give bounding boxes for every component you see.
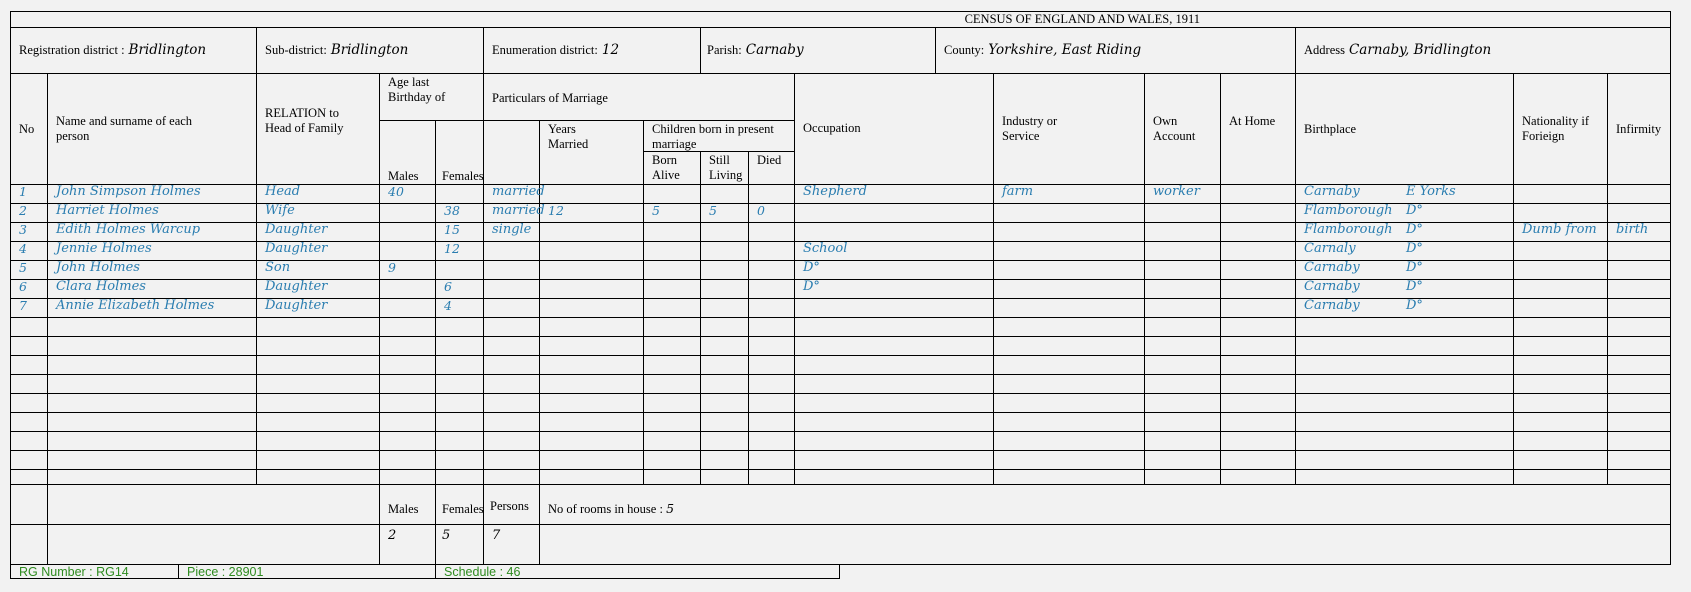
row-birth-town: Flamborough [1304,222,1393,237]
row-years-married [540,277,643,296]
row-born-alive [644,220,700,239]
row-relation: Daughter [265,241,328,256]
rg-number: RG Number : RG14 [19,565,129,579]
col-own-account: Own Account [1153,114,1196,143]
row-born-alive [644,182,700,201]
row-infirmity: birth [1616,222,1649,237]
row-age-male [380,296,435,315]
row-born-alive [644,296,700,315]
row-at-home [1221,239,1295,258]
row-own-account [1145,220,1220,239]
row-still-living: 5 [709,203,717,218]
row-birth-county: E Yorks [1406,184,1456,199]
row-industry [994,277,1144,296]
row-born-alive [644,277,700,296]
row-at-home [1221,258,1295,277]
row-own-account [1145,239,1220,258]
row-infirmity [1608,201,1670,220]
row-occupation: D° [803,260,820,275]
row-birth-county: D° [1406,298,1423,313]
row-infirmity [1608,277,1670,296]
row-age-female: 4 [444,298,452,313]
row-age-male: 40 [388,184,404,199]
row-age-female: 15 [444,222,460,237]
row-nationality [1514,296,1607,315]
row-nationality [1514,277,1607,296]
row-name: Annie Elizabeth Holmes [56,298,215,313]
row-birth-town: Flamborough [1304,203,1393,218]
registration-district [11,40,256,62]
row-occupation [795,296,993,315]
row-infirmity [1608,296,1670,315]
parish [701,40,935,62]
row-own-account [1145,277,1220,296]
rooms-in-house [540,500,940,518]
row-age-female: 38 [444,203,460,218]
row-name: Jennie Holmes [56,241,152,256]
sub-district-value: Bridlington [330,42,409,58]
row-nationality [1514,239,1607,258]
row-birth-town: Carnaby [1304,298,1360,313]
row-industry: farm [1002,184,1034,199]
row-birth-county: D° [1406,203,1423,218]
col-years-married: Years Married [548,122,589,151]
row-name: Edith Holmes Warcup [56,222,201,237]
row-own-account: worker [1153,184,1200,199]
row-birth-county: D° [1406,222,1423,237]
row-age-male [380,220,435,239]
row-relation: Daughter [265,298,328,313]
row-industry [994,220,1144,239]
row-still-living [701,220,748,239]
row-born-alive: 5 [652,203,660,218]
piece-number: Piece : 28901 [187,565,264,579]
row-years-married [540,258,643,277]
row-birth-county: D° [1406,260,1423,275]
col-at-home: At Home [1229,114,1276,128]
enumeration-district-label: Enumeration district: [492,43,598,57]
col-age: Age last Birthday of [388,75,446,104]
row-age-female [436,182,483,201]
row-own-account [1145,258,1220,277]
row-relation: Daughter [265,222,328,237]
county-label: County: [944,43,985,57]
row-occupation [795,220,993,239]
row-at-home [1221,182,1295,201]
row-age-male [380,201,435,220]
row-condition: married [492,184,545,199]
totals-females: 5 [442,528,451,543]
row-still-living [701,277,748,296]
row-died [749,296,794,315]
row-years-married [540,296,643,315]
row-died [749,220,794,239]
row-infirmity [1608,182,1670,201]
row-still-living [701,239,748,258]
row-own-account [1145,201,1220,220]
row-occupation: Shepherd [803,184,867,199]
row-born-alive [644,258,700,277]
col-no: No [19,122,35,136]
row-occupation: School [803,241,848,256]
row-occupation: D° [803,279,820,294]
address-value: Carnaby, Bridlington [1348,42,1492,58]
address [1296,40,1670,62]
col-still-living: Still Living [709,153,743,182]
county-value: Yorkshire, East Riding [988,42,1142,58]
row-relation: Wife [265,203,295,218]
row-died [749,239,794,258]
row-condition [484,258,539,277]
row-birth-county: D° [1406,241,1423,256]
census-title: CENSUS OF ENGLAND AND WALES, 1911 [964,12,1200,26]
row-died [749,258,794,277]
row-still-living [701,182,748,201]
row-died: 0 [757,203,765,218]
totals-persons: 7 [492,528,501,543]
row-nationality [1514,182,1607,201]
row-industry [994,296,1144,315]
row-years-married [540,182,643,201]
row-no: 6 [19,279,27,294]
row-condition: married [492,203,545,218]
row-industry [994,239,1144,258]
row-no: 1 [19,184,27,199]
row-infirmity [1608,239,1670,258]
row-born-alive [644,239,700,258]
row-nationality: Dumb from [1522,222,1597,237]
row-still-living [701,296,748,315]
row-age-female: 6 [444,279,452,294]
row-own-account [1145,296,1220,315]
row-no: 5 [19,260,27,275]
row-relation: Daughter [265,279,328,294]
row-condition: single [492,222,532,237]
row-at-home [1221,296,1295,315]
col-name: Name and surname of each person [56,114,193,143]
county [936,40,1295,62]
row-died [749,182,794,201]
row-birth-town: Carnaby [1304,279,1360,294]
row-condition [484,277,539,296]
row-birth-town: Carnaby [1304,260,1360,275]
row-industry [994,258,1144,277]
address-label: Address [1304,43,1345,57]
row-died [749,277,794,296]
row-name: John Simpson Holmes [56,184,201,199]
row-birth-county: D° [1406,279,1423,294]
col-died: Died [757,153,782,167]
col-marriage: Particulars of Marriage [492,91,608,105]
row-at-home [1221,277,1295,296]
parish-value: Carnaby [745,42,804,58]
row-at-home [1221,220,1295,239]
row-age-male: 9 [388,260,396,275]
row-infirmity [1608,258,1670,277]
row-relation: Son [265,260,291,275]
col-born-alive: Born Alive [652,153,680,182]
row-age-male [380,277,435,296]
registration-district-value: Bridlington [128,42,207,58]
row-still-living [701,258,748,277]
totals-persons-label: Persons [490,499,529,513]
row-at-home [1221,201,1295,220]
col-females: Females [442,169,484,183]
row-industry [994,201,1144,220]
row-nationality [1514,201,1607,220]
totals-males: 2 [388,528,397,543]
row-condition [484,239,539,258]
row-age-female [436,258,483,277]
col-industry: Industry or Service [1002,114,1058,143]
rooms-label: No of rooms in house : [548,502,663,516]
row-nationality [1514,258,1607,277]
row-condition [484,296,539,315]
row-birth-town: Carnaly [1304,241,1356,256]
totals-males-label: Males [388,502,419,516]
row-age-male [380,239,435,258]
parish-label: Parish: [707,43,742,57]
col-birthplace: Birthplace [1304,122,1357,136]
enumeration-district-value: 12 [601,42,620,58]
row-birth-town: Carnaby [1304,184,1360,199]
row-name: Clara Holmes [56,279,146,294]
row-age-female: 12 [444,241,460,256]
row-relation: Head [265,184,301,199]
row-no: 3 [19,222,27,237]
col-children: Children born in present marriage [652,122,774,151]
registration-district-label: Registration district : [19,43,125,57]
totals-females-label: Females [442,502,484,516]
row-name: John Holmes [56,260,140,275]
row-years-married: 12 [548,203,564,218]
row-no: 4 [19,241,27,256]
sub-district-label: Sub-district: [265,43,327,57]
col-males: Males [388,169,419,183]
row-no: 2 [19,203,27,218]
rooms-value: 5 [666,501,675,516]
row-occupation [795,201,993,220]
row-years-married [540,239,643,258]
row-name: Harriet Holmes [56,203,159,218]
schedule-number: Schedule : 46 [444,565,521,579]
enumeration-district [484,40,700,62]
col-infirmity: Infirmity [1616,122,1662,136]
row-years-married [540,220,643,239]
row-no: 7 [19,298,27,313]
col-occupation: Occupation [803,121,861,135]
sub-district [257,40,483,62]
col-relation: RELATION to Head of Family [265,106,344,135]
col-nationality: Nationality if Forieign [1522,114,1589,143]
